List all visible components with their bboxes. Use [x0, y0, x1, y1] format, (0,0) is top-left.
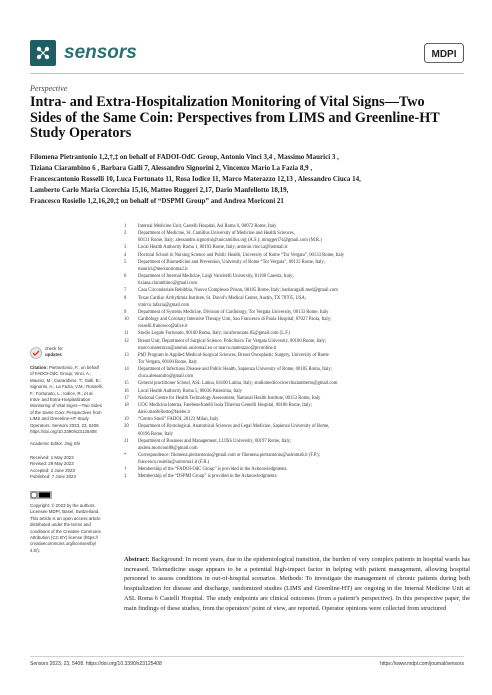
affiliation-number: 12 [124, 338, 129, 344]
author-line: Tiziana Ciarambino 6 , Barbara Galli 7, Alessandro Signorini 2, Vincenzo Mario La Fazia 8,9 , [30, 164, 313, 172]
affiliation-item [124, 459, 470, 466]
affiliation-text: National Centre for Health Technology Assessment, National Health Institute, 00153 Rome, Italy [138, 395, 321, 401]
affiliation-number: 11 [124, 331, 129, 337]
affiliation-text: Membership of the “FADOI-OdC Group” is provided in the Acknowledgments. [138, 467, 288, 473]
dates-block [30, 455, 118, 481]
affiliation-text: Department of Infectious Disease and Public Health, Sapienza University of Rome, 00185 Roma, Italy; [138, 367, 332, 373]
revised-date: Revised: 29 May 2023 [30, 461, 74, 467]
check-updates-icon [30, 347, 42, 359]
affiliation-number: ‡ [124, 474, 127, 480]
affiliation-text: UOC Medicina Interna, Fatebenefratelli Isola Tiberina Gemelli Hospital, 00186 Rome, Italy; [138, 402, 313, 408]
affiliation-text: rosselli.francesco@alice.it [138, 324, 188, 330]
affiliation-text: Department of Medicine, St. Camillus University of Medicine and Health Sciences, [138, 231, 295, 237]
affiliation-text: Studio Legale Fortunato, 00100 Roma, Italy; lucafortunato.85@gmail.com (L.F.) [138, 331, 291, 337]
affiliation-item [124, 244, 470, 251]
affiliation-item [124, 266, 470, 273]
affiliation-number: 3 [124, 245, 127, 251]
received-date: Received: 1 May 2023 [30, 455, 74, 460]
affiliation-text: francesco.rosiello@uniroma1.it (F.R.) [138, 460, 210, 466]
affiliation-item [124, 316, 470, 323]
affiliation-item [124, 287, 470, 294]
citation-line: Maurici, M.; Ciarambino, T.; Galli, B.; [30, 377, 102, 383]
affiliation-number: 20 [124, 424, 129, 430]
affiliation-text: vmirco.lafazia@gmail.com [138, 302, 190, 308]
affiliation-text: PhD Program in Applied Medical-Surgical Sciences, Breast Oncoplastic Surgery, University of Rome [138, 352, 329, 358]
affiliation-number: 2 [124, 231, 127, 237]
affiliation-number: 16 [124, 388, 129, 394]
affiliation-item [124, 230, 470, 237]
copyright-line: 4.0/). [30, 547, 41, 553]
footer-citation: Sensors 2023, 23, 5408. https://doi.org/10.3390/s23125408 [30, 661, 162, 667]
affiliation-text: Local Health Authority Roma 1, 00193 Rome, Italy; antonio.vinci.a@hotmail.it [138, 245, 288, 251]
sensors-logo-icon [30, 40, 56, 66]
affiliation-item [124, 366, 470, 373]
affiliation-item [124, 438, 470, 445]
affiliation-item [124, 345, 470, 352]
affiliation-number: 4 [124, 252, 127, 258]
affiliation-text: marco.materazzo@alumni.uniroma2.eu or marco.materazzo@ptvonline.it [138, 345, 277, 351]
affiliation-number: 9 [124, 309, 127, 315]
affiliation-text: Department of Biomedicine and Prevention, University of Rome “Tor Vergata”, 00133 Rome, Italy; [138, 259, 326, 265]
copyright-line: Licensee MDPI, Basel, Switzerland. [30, 509, 100, 515]
affiliation-number: * [124, 453, 127, 458]
affiliation-text: 00196 Rome, Italy [138, 431, 174, 437]
affiliation-item [124, 309, 470, 316]
affiliation-item [124, 388, 470, 395]
affiliation-item [124, 223, 470, 230]
cc-by-license-icon [30, 491, 52, 499]
citation-line: F.; Fortunato, L.; Iodice, R.; et al. [30, 390, 94, 396]
author-line: Francesco Rosiello 1,2,16,20,‡ on behalf of “DSPMI Group” and Andrea Moriconi 21 [30, 197, 284, 205]
affiliation-number: 5 [124, 259, 127, 265]
copyright-line: conditions of the Creative Commons [30, 528, 101, 534]
affiliation-item [124, 395, 470, 402]
check-label-2: updates [45, 352, 62, 357]
check-label-1: check for [45, 346, 63, 351]
article-title: Intra- and Extra-Hospitalization Monitoring of Vital Signs—Two Sides of the Same Coin: Perspectives from LIMS and Greenline-HT Study Operators [30, 94, 440, 141]
affiliation-text: General practitioner School, ASL Latina, 04100 Latina, Italy; studiomedicocicerchialamberto@gmail.com [138, 381, 338, 387]
abstract [124, 555, 470, 613]
affiliation-number: 8 [124, 295, 127, 301]
journal-name: sensors [64, 42, 137, 63]
copyright-line: Copyright: © 2023 by the authors. [30, 503, 96, 508]
affiliation-text: Texas Cardiac Arrhythmia Institute, St. David’s Medical Center, Austin, TX 78705, USA; [138, 295, 307, 301]
affiliation-text: Casa Circondariale Rebibbia, Nuovo Complesso Prison, 00185 Rome, Italy; barbaragalli.med@gmail.com [138, 288, 338, 294]
affiliation-number: † [124, 467, 127, 473]
affiliation-item [124, 452, 470, 459]
affiliation-number: 14 [124, 367, 129, 373]
citation-line: of FADOI-OdC Group; Vinci, A.; [30, 371, 92, 377]
academic-editor: Academic Editor: Jing Shi [30, 441, 81, 446]
published-date: Published: 7 June 2023 [30, 474, 76, 480]
affiliation-text: “Centro Studi” FADOI, 20123 Milan, Italy [138, 417, 219, 423]
affiliation-text: Membership of the “DSPMI Group” is provided in the Acknowledgments. [138, 474, 278, 480]
affiliation-text: dario.manfellotto@fatebe.it [138, 410, 190, 416]
affiliation-item [124, 338, 470, 345]
affiliation-item [124, 423, 470, 430]
affiliation-item [124, 445, 470, 452]
affiliation-item [124, 416, 470, 423]
abstract-text: Background: In recent years, due to the epidemiological transition, the burden of very complex patients in hospital wards has increased. Telemedicine usage appears to be a potential high-impact factor in helping with patient management, allowing hospital personnel to assess conditions in out-of-hospital scenarios. Methods: To investigate the management of chronic patients during both hospitalization for disease and discharge, randomized studies (LIMS and Greenline-HT) are ongoing in the Internal Medicine Unit at ASL Roma 6 Castelli Hospital. The study endpoints are clinical outcomes (from a patient’s perspective). In this perspective paper, the main findings of these studies, from the operators’ point of view, are reported. Operator opinions were collected from structured [124, 556, 471, 612]
affiliation-number: 21 [124, 438, 129, 444]
affiliation-text: maurici@med.uniroma2.it [138, 266, 188, 272]
affiliation-number: 6 [124, 274, 127, 280]
affiliation-text: Doctoral School in Nursing Science and Public Health, University of Rome “Tor Vergata”, 00133 Rome, Italy [138, 252, 345, 258]
header-divider [30, 73, 464, 74]
citation-line: Intra- and Extra-Hospitalization [30, 397, 91, 403]
citation-label: Citation: [30, 365, 50, 370]
affiliation-item [124, 295, 470, 302]
citation-line: Operators. Sensors 2023, 23, 5408. [30, 422, 100, 428]
affiliation-item [124, 380, 470, 387]
accepted-date: Accepted: 2 June 2023 [30, 467, 75, 473]
affiliation-item [124, 402, 470, 409]
copyright-line: creativecommons.org/licenses/by/ [30, 541, 97, 547]
author-line: Francescantonio Rosselli 10, Luca Fortunato 11, Rosa Iodice 11, Marco Materazzo 12,13 , Alessandro Ciuca 14, [30, 175, 361, 183]
affiliation-number: 19 [124, 417, 129, 423]
affiliation-number: 7 [124, 288, 127, 294]
affiliation-item [124, 431, 470, 438]
affiliation-item [124, 252, 470, 259]
citation-block [30, 365, 118, 435]
affiliation-number: 1 [124, 224, 127, 229]
affiliation-text: Internal Medicine Unit, Castelli Hospital, Asl Roma 6, 00072 Rome, Italy [138, 224, 277, 229]
affiliation-text: Department of Hystological, Anatomical Sciences and Legal Medicine, Sapienza University of Rome, [138, 424, 330, 430]
copyright-block [30, 503, 118, 554]
affiliation-list [124, 223, 470, 481]
affiliation-item [124, 237, 470, 244]
affiliation-item [124, 323, 470, 330]
author-line: Lamberto Carlo Maria Cicerchia 15,16, Matteo Ruggeri 2,17, Dario Manfellotto 18,19, [30, 186, 289, 194]
affiliation-text: Cardiology and Coronary Intensive Therapy Unit, San Francesco di Paola Hospital, 87027 Paola, Italy; [138, 317, 332, 323]
affiliation-number: 13 [124, 352, 129, 358]
affiliation-text: Breast Unit, Department of Surgical Science, Policlinico Tor Vergata University, 00100 Rome, Italy; [138, 338, 327, 344]
author-line: Filomena Pietrantonio 1,2,†,‡ on behalf of FADOI-OdC Group, Antonio Vinci 3,4 , Massimo Maurici 3 , [30, 153, 339, 161]
affiliation-text: Correspondence: filomena.pietrantonio@gmail.com or filomena.pietrantonio@aslroma6.it (F.P.); [138, 453, 320, 458]
citation-line: of the Same Coin: Perspectives from [30, 409, 102, 415]
affiliation-item [124, 359, 470, 366]
mdpi-logo-icon [424, 43, 464, 63]
affiliation-number: 15 [124, 381, 129, 387]
copyright-line: distributed under the terms and [30, 522, 91, 528]
journal-header [30, 40, 464, 68]
article-type: Perspective [30, 84, 68, 93]
author-list [30, 152, 466, 207]
citation-line: Signorini, A.; La Fazia, V.M.; Rosselli, [30, 384, 103, 390]
citation-line: Monitoring of Vital Signs—Two Sides [30, 403, 102, 409]
copyright-line: This article is an open access article [30, 515, 101, 521]
citation-line[interactable]: https://doi.org/10.3390/s23125408 [30, 429, 97, 435]
license-block [30, 491, 118, 501]
affiliation-text: cluca.alessandro@gmail.com [138, 374, 194, 380]
affiliation-item [124, 259, 470, 266]
affiliation-item [124, 280, 470, 287]
footer-journal-link[interactable]: https://www.mdpi.com/journal/sensors [380, 661, 464, 667]
affiliation-item [124, 302, 470, 309]
citation-line: LIMS and Greenline-HT Study [30, 416, 89, 422]
affiliation-text: Department of Internal Medicine, Luigi Vanvitelli University, 81100 Caserta, Italy; [138, 274, 294, 280]
affiliation-number: 18 [124, 402, 129, 408]
affiliation-number: 17 [124, 395, 129, 401]
affiliation-item [124, 373, 470, 380]
affiliation-text: Local Health Authority Roma 5, 00036 Palestrina, Italy [138, 388, 243, 394]
affiliation-text: 00131 Rome, Italy; alessandro.signorini@unicamillus.org (A.S.); mruggeri74@gmail.com (M.R.) [138, 238, 322, 244]
affiliation-item [124, 330, 470, 337]
affiliation-item [124, 352, 470, 359]
affiliation-text: Department of Business and Management, LUISS University, 00197 Rome, Italy; [138, 438, 292, 444]
affiliation-text: Tor Vergata, 00100 Rome, Italy [138, 359, 198, 365]
copyright-line: Attribution (CC BY) license (https:// [30, 535, 99, 541]
affiliation-item [124, 466, 470, 473]
editor-block [30, 441, 118, 447]
affiliation-item [124, 273, 470, 280]
svg-text:MDPI: MDPI [431, 49, 457, 60]
affiliation-text: tiziana.ciarambino@gmail.com [138, 281, 197, 287]
affiliation-text: Department of Systems Medicine, Division of Cardiology, Tor Vergata University, 00133 Rome, Italy [138, 309, 329, 315]
affiliation-item [124, 473, 470, 480]
affiliation-item [124, 409, 470, 416]
affiliation-number: 10 [124, 317, 129, 323]
footer-divider [30, 656, 464, 657]
affiliation-text: andrea.moriconi88@gmail.com [138, 445, 198, 451]
abstract-label: Abstract: [124, 556, 150, 563]
citation-line: Pietrantonio, F.; on behalf [49, 365, 99, 370]
